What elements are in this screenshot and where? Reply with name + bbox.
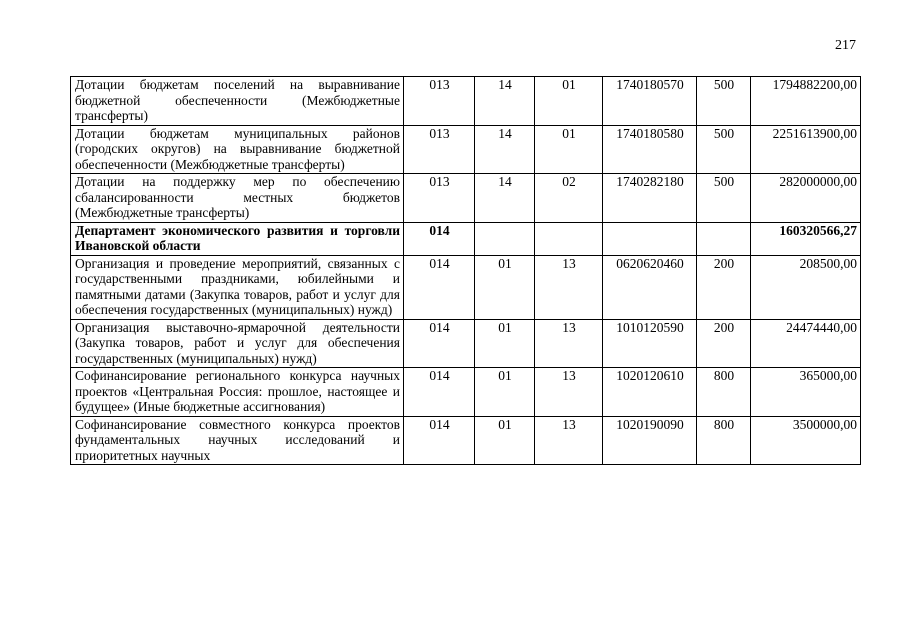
subsection-code: 13: [535, 368, 603, 417]
amount: 160320566,27: [751, 222, 861, 255]
ministry-code: 013: [404, 174, 475, 223]
row-name: Организация и проведение мероприятий, связанных с государственными праздниками, юбилейными и памятными датами (Закупка товаров, работ и услуг для обеспечения государственных (муниципальных) нужд): [71, 255, 404, 319]
subsection-code: [535, 222, 603, 255]
amount: 2251613900,00: [751, 125, 861, 174]
subsection-code: 02: [535, 174, 603, 223]
target-article: 1020120610: [603, 368, 697, 417]
section-code: 01: [475, 319, 535, 368]
ministry-code: 014: [404, 319, 475, 368]
ministry-code: 013: [404, 77, 475, 126]
amount: 24474440,00: [751, 319, 861, 368]
amount: 365000,00: [751, 368, 861, 417]
table-row: [71, 368, 861, 417]
row-name: Дотации бюджетам поселений на выравнивание бюджетной обеспеченности (Межбюджетные трансферты): [71, 77, 404, 126]
table-row-department: [71, 222, 861, 255]
section-code: 14: [475, 125, 535, 174]
expense-type: 200: [697, 255, 751, 319]
table-row: [71, 125, 861, 174]
amount: 282000000,00: [751, 174, 861, 223]
table-row: [71, 77, 861, 126]
amount: 1794882200,00: [751, 77, 861, 126]
expense-type: 500: [697, 77, 751, 126]
subsection-code: 13: [535, 255, 603, 319]
ministry-code: 014: [404, 255, 475, 319]
section-code: 01: [475, 255, 535, 319]
row-name: Организация выставочно-ярмарочной деятельности (Закупка товаров, работ и услуг для обеспечения государственных (муниципальных) нужд): [71, 319, 404, 368]
row-name: Дотации на поддержку мер по обеспечению сбалансированности местных бюджетов (Межбюджетные трансферты): [71, 174, 404, 223]
amount: 208500,00: [751, 255, 861, 319]
budget-table: [70, 76, 861, 465]
expense-type: 500: [697, 174, 751, 223]
target-article: 1740282180: [603, 174, 697, 223]
target-article: 0620620460: [603, 255, 697, 319]
subsection-code: 13: [535, 416, 603, 464]
row-name: Департамент экономического развития и торговли Ивановской области: [71, 222, 404, 255]
target-article: [603, 222, 697, 255]
section-code: 14: [475, 77, 535, 126]
expense-type: 800: [697, 416, 751, 464]
ministry-code: 013: [404, 125, 475, 174]
expense-type: [697, 222, 751, 255]
table-row: [71, 416, 861, 464]
row-name: Софинансирование регионального конкурса научных проектов «Центральная Россия: прошлое, настоящее и будущее» (Иные бюджетные ассигнования): [71, 368, 404, 417]
row-name: Дотации бюджетам муниципальных районов (городских округов) на выравнивание бюджетной обеспеченности (Межбюджетные трансферты): [71, 125, 404, 174]
target-article: 1740180570: [603, 77, 697, 126]
page-number: 217: [835, 38, 856, 53]
section-code: [475, 222, 535, 255]
target-article: 1010120590: [603, 319, 697, 368]
table-row: [71, 319, 861, 368]
subsection-code: 13: [535, 319, 603, 368]
ministry-code: 014: [404, 222, 475, 255]
expense-type: 800: [697, 368, 751, 417]
row-name: [71, 416, 404, 464]
target-article: 1020190090: [603, 416, 697, 464]
ministry-code: 014: [404, 368, 475, 417]
section-code: 01: [475, 368, 535, 417]
table-row: [71, 255, 861, 319]
subsection-code: 01: [535, 125, 603, 174]
target-article: 1740180580: [603, 125, 697, 174]
subsection-code: 01: [535, 77, 603, 126]
section-code: 01: [475, 416, 535, 464]
amount: 3500000,00: [751, 416, 861, 464]
ministry-code: 014: [404, 416, 475, 464]
expense-type: 500: [697, 125, 751, 174]
expense-type: 200: [697, 319, 751, 368]
row-name-text: Софинансирование совместного конкурса проектов фундаментальных научных исследований и приоритетных научных: [75, 416, 400, 463]
table-row: [71, 174, 861, 223]
section-code: 14: [475, 174, 535, 223]
